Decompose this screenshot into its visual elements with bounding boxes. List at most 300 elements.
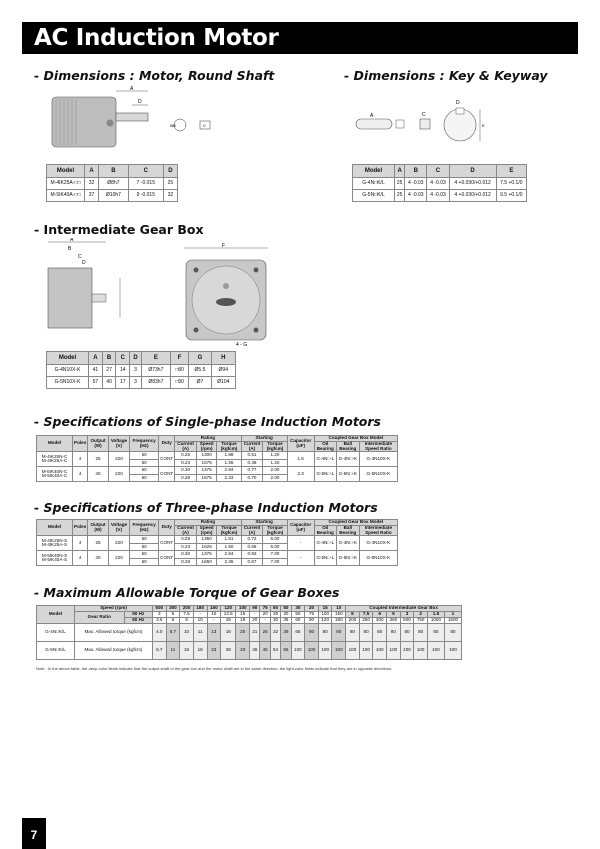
table-row <box>37 623 462 641</box>
cell: 500 <box>400 617 414 623</box>
cell-model: G-4N□K/L <box>37 623 75 641</box>
cell: 100 <box>305 641 319 659</box>
col-capacitor: Capacitor (uF) <box>287 520 314 536</box>
gb-label-b: B <box>68 246 72 252</box>
cell: 0.29 <box>175 536 197 544</box>
label-c: C <box>203 123 206 128</box>
key-keyway-drawing <box>352 95 502 145</box>
cell: 4 -0.03 <box>405 178 427 190</box>
cell: Ø10h7 <box>99 190 129 202</box>
key-dimension-table <box>352 164 527 202</box>
cell: 2.84 <box>217 467 241 475</box>
col-b: B <box>405 165 427 178</box>
cell: 15 <box>221 617 236 623</box>
table-row <box>353 178 527 190</box>
page-number: 7 <box>30 828 38 842</box>
col-model: Model <box>353 165 395 178</box>
col-oil: Oil Bearing <box>314 441 336 452</box>
key-label-a: A <box>370 113 374 119</box>
cell: 57 <box>89 377 103 389</box>
col-e: E <box>496 165 526 178</box>
cell: 5 <box>166 611 180 617</box>
cell: 2.33 <box>217 474 241 482</box>
three-phase-spec-table <box>36 519 398 566</box>
cell: 25 <box>270 611 280 617</box>
cell: 25 <box>88 536 109 551</box>
cell: 0.30 <box>175 467 197 475</box>
col-a: A <box>85 165 99 178</box>
cell: 100 <box>400 641 414 659</box>
cell: 80 <box>444 623 461 641</box>
cell: G-5N□-K <box>336 467 359 482</box>
header-bar <box>22 22 578 54</box>
col-c: C <box>128 165 163 178</box>
col-g: G <box>189 352 211 365</box>
cell: 50 <box>130 452 159 460</box>
cell: 1650 <box>196 558 216 566</box>
cell: 39 <box>281 623 291 641</box>
table-row <box>47 377 236 389</box>
cell: 2.36 <box>217 558 241 566</box>
cell: 100 <box>359 641 373 659</box>
cell: M-5IK40A-□□ <box>47 190 85 202</box>
cell: 18 <box>236 617 250 623</box>
cell: 60 <box>130 459 159 467</box>
cell: 1000 <box>427 617 444 623</box>
speed-h: 20 <box>305 606 319 612</box>
table-row <box>37 641 462 659</box>
cell: 90 <box>305 617 319 623</box>
table-row <box>37 551 398 559</box>
svg-text:ØB: ØB <box>170 123 176 128</box>
cell: 15 <box>236 611 250 617</box>
cell: 7 -0.015 <box>128 178 163 190</box>
cell: 36 <box>250 641 260 659</box>
section-title-gearbox: - Intermediate Gear Box <box>34 222 204 237</box>
motor-shaft-drawing <box>40 85 220 155</box>
col-poles: Poles <box>73 436 88 452</box>
cell: 2.84 <box>217 551 241 559</box>
gearbox-dimension-table <box>46 351 236 389</box>
cell: 10 <box>180 623 194 641</box>
cell: 65 <box>291 623 305 641</box>
cell: 220 <box>108 536 129 551</box>
table-row <box>47 365 236 377</box>
cell: 3 <box>130 377 142 389</box>
cell: 1.5 <box>287 452 314 467</box>
key-label-d: D <box>456 100 460 106</box>
gb-label-f: F <box>222 243 226 249</box>
coupled-ratio: 1.5 <box>427 611 444 617</box>
cell: 4 <box>73 551 88 566</box>
cell: 7.5 +0.1/0 <box>496 178 526 190</box>
cell: 40 <box>88 467 109 482</box>
hz50-label: 50 Hz <box>124 611 152 617</box>
cell: 28 <box>221 641 236 659</box>
cell: 180 <box>332 617 346 623</box>
col-poles: Poles <box>73 520 88 536</box>
cell: - <box>287 551 314 566</box>
cell-label: Max. Allowed torque (kgfcm) <box>75 623 153 641</box>
cell: 27 <box>102 365 116 377</box>
cell: 65 <box>281 641 291 659</box>
cell: Ø5.5 <box>189 365 211 377</box>
col-start-current: Current (A) <box>241 441 263 452</box>
cell: 6.7 <box>166 623 180 641</box>
cell: 80 <box>318 623 332 641</box>
cell: 60 <box>130 558 159 566</box>
gb-label-c: C <box>78 254 82 260</box>
col-frequency: Frequency (Hz) <box>130 520 159 536</box>
cell: 120 <box>318 617 332 623</box>
col-f: F <box>170 352 189 365</box>
coupled-ratio: 2 <box>414 611 428 617</box>
cell: 60 <box>130 474 159 482</box>
cell: 4 <box>73 536 88 551</box>
speed-h: 15 <box>318 606 332 612</box>
cell: G-5N10X-K <box>359 551 397 566</box>
cell: 1500 <box>444 617 461 623</box>
cell: 11 <box>193 623 207 641</box>
cell: - <box>250 611 260 617</box>
col-model: Model <box>47 165 85 178</box>
cell: 100 <box>427 641 444 659</box>
cell: 23 <box>207 641 221 659</box>
speed-h: 120 <box>221 606 236 612</box>
cell: 3.6 <box>152 617 166 623</box>
col-model: Model <box>37 520 73 536</box>
coupled-ratio: 6 <box>373 611 387 617</box>
col-start-torque: Torque (kgfcm) <box>263 441 287 452</box>
table-row <box>37 467 398 475</box>
col-ball: Ball Bearing <box>336 441 359 452</box>
col-voltage: Voltage (V) <box>108 520 129 536</box>
cell: G-5N10X-K <box>47 377 89 389</box>
cell-model: M-4IK25N-C M-4IK25A-C <box>37 452 73 467</box>
cell: 0.68 <box>241 543 263 551</box>
cell: □80 <box>170 365 189 377</box>
torque-table <box>36 605 462 660</box>
motor-dimension-table <box>46 164 178 202</box>
cell: 0.77 <box>241 467 263 475</box>
cell: CONT <box>159 452 175 467</box>
col-model: Model <box>37 606 75 624</box>
col-h: H <box>211 352 235 365</box>
table-note: Note : In the above table, the deep-color fields indicate that the output shaft of the gear box and the motor shaft are in the same direction; the light-color fields indicate that they are in opposite directions. <box>36 666 393 671</box>
cell: 300 <box>373 617 387 623</box>
cell: 80 <box>414 623 428 641</box>
cell: 0.93 <box>241 551 263 559</box>
cell: 1350 <box>196 536 216 544</box>
cell: 60 <box>291 617 305 623</box>
cell: 32 <box>270 623 280 641</box>
cell: G-4N□-K <box>336 452 359 467</box>
cell: 3 <box>152 611 166 617</box>
coupled-ratio: 7.5 <box>359 611 373 617</box>
cell: 80 <box>346 623 360 641</box>
cell: G-5N□K/L <box>353 190 395 202</box>
cell: - <box>287 536 314 551</box>
cell: 1.88 <box>217 452 241 460</box>
cell: 37 <box>85 190 99 202</box>
cell: 7.00 <box>263 558 287 566</box>
cell: 0.72 <box>241 536 263 544</box>
col-coupled: Coupled Gear Box Model <box>314 520 397 526</box>
cell: 2.3 <box>287 467 314 482</box>
cell: 4 +0.030/+0.012 <box>449 190 496 202</box>
table-row <box>37 536 398 544</box>
cell: 25 <box>395 178 405 190</box>
cell: 1625 <box>196 543 216 551</box>
cell: 54 <box>270 641 280 659</box>
cell: Ø7 <box>189 377 211 389</box>
col-d: D <box>163 165 177 178</box>
cell: 25 <box>163 178 177 190</box>
cell: 12.5 <box>221 611 236 617</box>
col-speed: Speed (rpm) <box>75 606 153 612</box>
cell: 220 <box>108 551 129 566</box>
table-row <box>37 452 398 460</box>
cell: - <box>207 617 221 623</box>
speed-h: 10 <box>332 606 346 612</box>
cell: 14 <box>116 365 130 377</box>
cell: 20 <box>250 617 260 623</box>
cell-model: M-4IK25N-S M-4IK25A-S <box>37 536 73 551</box>
cell: 80 <box>359 623 373 641</box>
cell: 100 <box>414 641 428 659</box>
cell: 100 <box>387 641 401 659</box>
table-row <box>353 190 527 202</box>
col-speed: Speed (rpm) <box>196 525 216 536</box>
cell: G-4N□-L <box>314 536 336 551</box>
table-row <box>47 178 178 190</box>
hz60-label: 60 Hz <box>124 617 152 623</box>
cell: 2.00 <box>263 467 287 475</box>
col-rating: Rating <box>175 520 241 526</box>
cell: 21 <box>250 623 260 641</box>
col-rating: Rating <box>175 436 241 442</box>
col-start-torque: Torque (kgfcm) <box>263 525 287 536</box>
col-voltage: Voltage (V) <box>108 436 129 452</box>
cell: G-5N□-K <box>336 551 359 566</box>
gearbox-front-drawing <box>176 242 286 352</box>
coupled-ratio: 3 <box>400 611 414 617</box>
cell: 1.55 <box>217 459 241 467</box>
cell: 17 <box>116 377 130 389</box>
cell: 100 <box>318 611 332 617</box>
key-label-c: C <box>422 112 426 118</box>
col-starting: Starting <box>241 520 287 526</box>
cell: CONT <box>159 467 175 482</box>
cell: 100 <box>346 641 360 659</box>
col-capacitor: Capacitor (uF) <box>287 436 314 452</box>
cell: 80 <box>332 623 346 641</box>
cell: 10 <box>207 611 221 617</box>
col-output: Output (W) <box>88 520 109 536</box>
cell: 50 <box>130 467 159 475</box>
cell-model: M-5IK40N-C M-5IK40A-C <box>37 467 73 482</box>
cell: G-5N10X-K <box>359 467 397 482</box>
col-model: Model <box>37 436 73 452</box>
cell: 60 <box>130 543 159 551</box>
cell: 30 <box>281 611 291 617</box>
speed-h: 30 <box>291 606 305 612</box>
col-a: A <box>89 352 103 365</box>
cell: 80 <box>387 623 401 641</box>
cell: 9 -0.015 <box>128 190 163 202</box>
cell: 0.70 <box>241 474 263 482</box>
speed-h: 75 <box>260 606 270 612</box>
col-torque: Torque (kgfcm) <box>217 525 241 536</box>
cell: 1675 <box>196 474 216 482</box>
cell: 100 <box>318 641 332 659</box>
section-title-motor-dimensions: - Dimensions : Motor, Round Shaft <box>34 68 275 83</box>
cell: G-5N□-L <box>314 551 336 566</box>
cell: 50 <box>130 551 159 559</box>
col-oil: Oil Bearing <box>314 525 336 536</box>
col-c: C <box>427 165 449 178</box>
cell: 1375 <box>196 467 216 475</box>
cell: 80 <box>373 623 387 641</box>
cell: 100 <box>373 641 387 659</box>
cell: G-4N10X-K <box>47 365 89 377</box>
speed-h: 50 <box>281 606 291 612</box>
cell: 200 <box>346 617 360 623</box>
cell: 7.5 <box>180 611 194 617</box>
cell: 50 <box>130 536 159 544</box>
cell: - <box>260 617 270 623</box>
cell: 4 -0.03 <box>427 190 449 202</box>
cell: 80 <box>305 623 319 641</box>
section-title-torque: - Maximum Allowable Torque of Gear Boxes <box>34 585 340 600</box>
col-current: Current (A) <box>175 525 197 536</box>
gear-ratio-label: Gear Ratio <box>75 611 125 623</box>
gearbox-side-drawing <box>40 238 130 338</box>
table-row <box>47 190 178 202</box>
table-header-row <box>353 165 527 178</box>
label-d: D <box>138 99 142 105</box>
cell: 220 <box>108 452 129 467</box>
gb-label-d: D <box>82 260 86 266</box>
cell: Ø8h7 <box>99 178 129 190</box>
col-c: C <box>116 352 130 365</box>
cell: 26 <box>260 623 270 641</box>
cell: 3 <box>130 365 142 377</box>
cell: 750 <box>414 617 428 623</box>
cell: 40 <box>88 551 109 566</box>
cell: 20 <box>236 623 250 641</box>
cell: 220 <box>108 467 129 482</box>
col-model: Model <box>47 352 89 365</box>
col-start-current: Current (A) <box>241 525 263 536</box>
cell: 36 <box>281 617 291 623</box>
col-torque: Torque (kgfcm) <box>217 441 241 452</box>
cell: 360 <box>387 617 401 623</box>
col-frequency: Frequency (Hz) <box>130 436 159 452</box>
cell: 100 <box>332 641 346 659</box>
cell: 16 <box>180 641 194 659</box>
cell-model: M-5IK40N-S M-5IK40A-S <box>37 551 73 566</box>
col-a: A <box>395 165 405 178</box>
cell: 0.29 <box>175 474 197 482</box>
cell: 0.67 <box>241 558 263 566</box>
cell: M-4IK25A-□□ <box>47 178 85 190</box>
cell: - <box>193 611 207 617</box>
section-title-single-phase: - Specifications of Single-phase Induction Motors <box>34 414 381 429</box>
speed-h: 200 <box>180 606 194 612</box>
cell: 33 <box>236 641 250 659</box>
cell: 1575 <box>196 459 216 467</box>
cell: 250 <box>359 617 373 623</box>
cell: 4 -0.03 <box>405 190 427 202</box>
cell: 0.23 <box>175 543 197 551</box>
cell: 50 <box>291 611 305 617</box>
cell: 5.00 <box>263 543 287 551</box>
cell: 1300 <box>196 452 216 460</box>
table-header-row <box>47 165 178 178</box>
cell: 30 <box>270 617 280 623</box>
cell: 5.00 <box>263 536 287 544</box>
cell: 9.5 +0.1/0 <box>496 190 526 202</box>
cell: CONT <box>159 536 175 551</box>
col-duty: Duty <box>159 520 175 536</box>
col-coupled: Coupled Gear Box Model <box>314 436 397 442</box>
col-d: D <box>449 165 496 178</box>
cell: Ø73h7 <box>141 365 170 377</box>
speed-h: 100 <box>236 606 250 612</box>
cell: 10 <box>193 617 207 623</box>
cell: 0.28 <box>175 558 197 566</box>
cell: 32 <box>163 190 177 202</box>
cell: G-4N□K/L <box>353 178 395 190</box>
cell: G-4N□-L <box>314 452 336 467</box>
label-a: A <box>130 86 134 92</box>
cell: 16 <box>221 623 236 641</box>
cell: CONT <box>159 551 175 566</box>
coupled-ratio: 1 <box>444 611 461 617</box>
cell: 11 <box>166 641 180 659</box>
speed-h: 90 <box>250 606 260 612</box>
cell: 0.51 <box>241 452 263 460</box>
speed-h: 300 <box>166 606 180 612</box>
cell: 18 <box>193 641 207 659</box>
single-phase-spec-table <box>36 435 398 482</box>
col-starting: Starting <box>241 436 287 442</box>
col-speed: Speed (rpm) <box>196 441 216 452</box>
speed-h: 60 <box>270 606 280 612</box>
cell: 80 <box>400 623 414 641</box>
cell: 41 <box>89 365 103 377</box>
cell: G-5N□-L <box>314 467 336 482</box>
section-title-three-phase: - Specifications of Three-phase Induction Motors <box>34 500 378 515</box>
cell: 100 <box>444 641 461 659</box>
cell: 4 -0.03 <box>427 178 449 190</box>
cell: G-4N□-K <box>336 536 359 551</box>
cell: 1.20 <box>263 452 287 460</box>
cell: 0.30 <box>175 551 197 559</box>
col-ball: Ball Bearing <box>336 525 359 536</box>
cell: 13 <box>207 623 221 641</box>
col-inter: Intermediate Speed Ratio <box>359 525 397 536</box>
col-output: Output (W) <box>88 436 109 452</box>
page-title: AC Induction Motor <box>34 25 279 51</box>
cell: 1.50 <box>217 543 241 551</box>
speed-h: 180 <box>193 606 207 612</box>
cell: 40 <box>102 377 116 389</box>
cell: 20 <box>260 611 270 617</box>
cell: 4 <box>73 452 88 467</box>
coupled-ratio: 5 <box>387 611 401 617</box>
